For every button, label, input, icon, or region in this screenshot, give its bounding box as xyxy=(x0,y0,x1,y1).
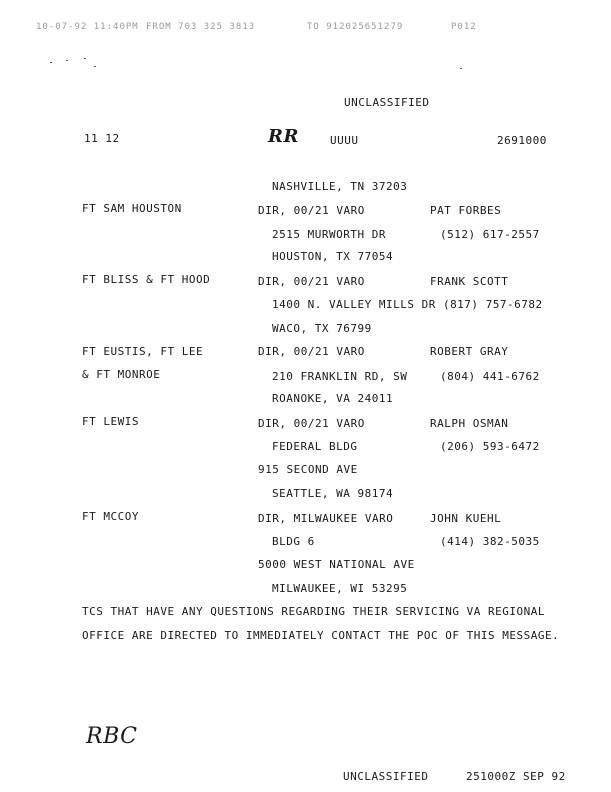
handwritten-precedence: RR xyxy=(268,126,299,147)
contact-phone: (512) 617-2557 xyxy=(440,228,540,241)
fax-page: P012 xyxy=(451,22,477,32)
address-line: FEDERAL BLDG xyxy=(272,440,358,453)
post-name: FT LEWIS xyxy=(82,415,139,428)
address-line: 210 FRANKLIN RD, SW xyxy=(272,370,408,383)
city-line: ROANOKE, VA 24011 xyxy=(272,392,394,405)
closing-text-line: OFFICE ARE DIRECTED TO IMMEDIATELY CONTACT THE POC OF THIS MESSAGE. xyxy=(82,629,560,642)
fax-date-time: 10-07-92 11:40PM xyxy=(36,22,139,32)
contact-phone: (804) 441-6762 xyxy=(440,370,540,383)
contact-name: FRANK SCOTT xyxy=(430,275,509,288)
city-line: SEATTLE, WA 98174 xyxy=(272,487,394,500)
classification-top: UNCLASSIFIED xyxy=(344,96,430,109)
post-name: FT MCCOY xyxy=(82,510,139,523)
address-line: BLDG 6 xyxy=(272,535,315,548)
contact-phone: (414) 382-5035 xyxy=(440,535,540,548)
post-name: FT EUSTIS, FT LEE xyxy=(82,345,204,358)
post-name: FT BLISS & FT HOOD xyxy=(82,273,211,286)
post-name: FT SAM HOUSTON xyxy=(82,202,182,215)
contact-name: JOHN KUEHL xyxy=(430,512,502,525)
contact-phone: (206) 593-6472 xyxy=(440,440,540,453)
line-numbers: 11 12 xyxy=(84,132,120,145)
handwritten-initials: RBC xyxy=(86,724,138,749)
city-line: HOUSTON, TX 77054 xyxy=(272,250,394,263)
address-phone-line: 1400 N. VALLEY MILLS DR (817) 757-6782 xyxy=(272,298,543,311)
fax-to: TO 912025651279 xyxy=(307,22,404,32)
nashville-address: NASHVILLE, TN 37203 xyxy=(272,180,408,193)
post-name-continued: & FT MONROE xyxy=(82,368,161,381)
closing-text-line: TCS THAT HAVE ANY QUESTIONS REGARDING THEIR SERVICING VA REGIONAL xyxy=(82,605,545,618)
office-line: DIR, 00/21 VARO xyxy=(258,275,365,288)
classification-bottom: UNCLASSIFIED xyxy=(343,770,429,783)
office-line: DIR, 00/21 VARO xyxy=(258,417,365,430)
address-line: 2515 MURWORTH DR xyxy=(272,228,386,241)
fax-from: FROM 703 325 3813 xyxy=(146,22,256,32)
message-dtg: 2691000 xyxy=(497,134,547,147)
office-line: DIR, 00/21 VARO xyxy=(258,345,365,358)
contact-name: PAT FORBES xyxy=(430,204,502,217)
contact-name: RALPH OSMAN xyxy=(430,417,509,430)
address-line: 915 SECOND AVE xyxy=(258,463,358,476)
footer-dtg: 251000Z SEP 92 xyxy=(466,770,566,783)
contact-name: ROBERT GRAY xyxy=(430,345,509,358)
office-line: DIR, 00/21 VARO xyxy=(258,204,365,217)
city-line: WACO, TX 76799 xyxy=(272,322,372,335)
office-line: DIR, MILWAUKEE VARO xyxy=(258,512,394,525)
city-line: MILWAUKEE, WI 53295 xyxy=(272,582,408,595)
class-code: UUUU xyxy=(330,134,359,147)
address-line: 5000 WEST NATIONAL AVE xyxy=(258,558,415,571)
